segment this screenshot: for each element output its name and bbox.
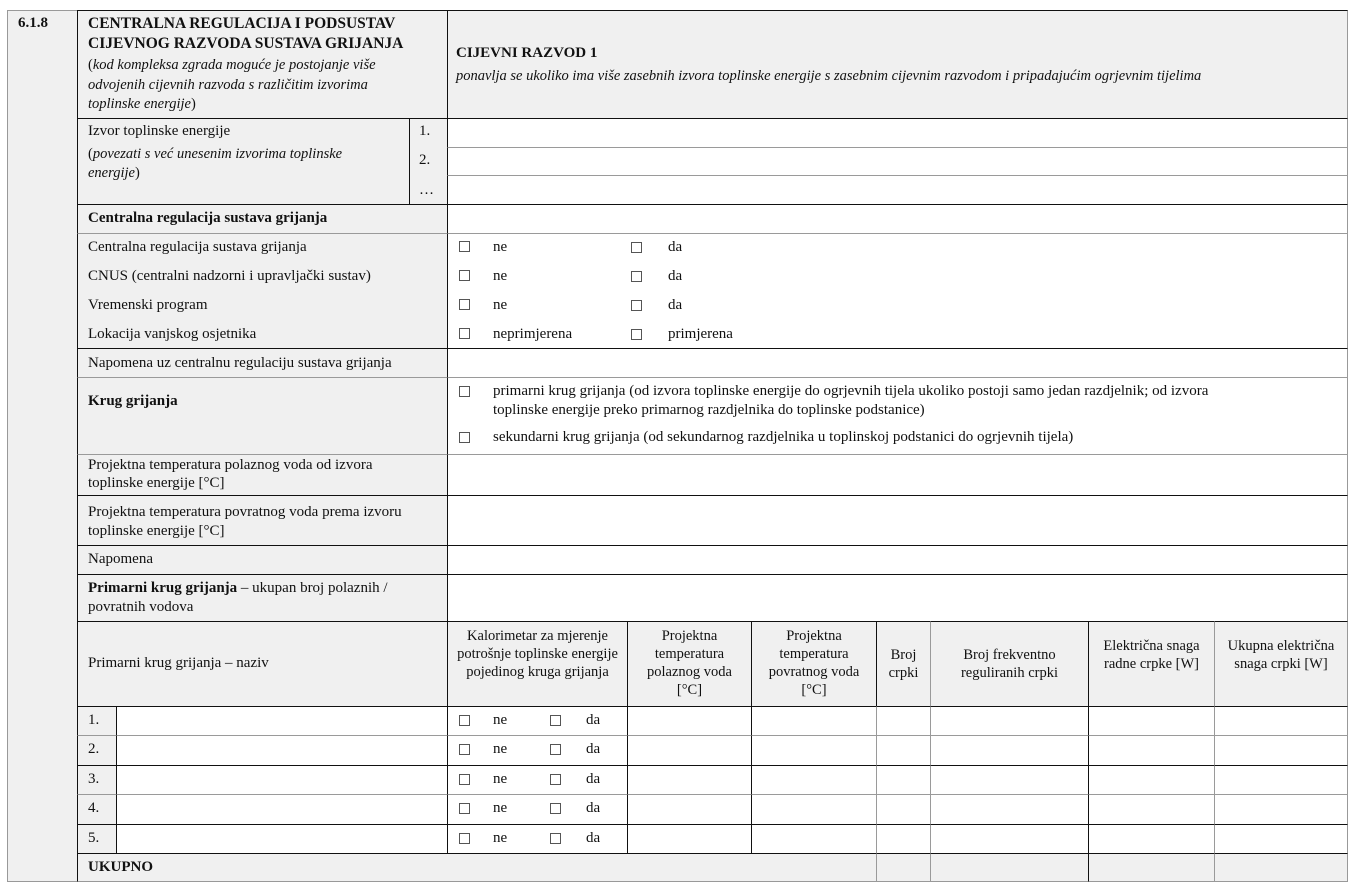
row-pump-power-input[interactable] [1088,794,1214,824]
checkbox-da[interactable] [550,744,561,755]
row-freq-pumps-input[interactable] [930,824,1088,854]
checkbox-ne[interactable] [459,241,470,252]
row-total-power-input[interactable] [1214,765,1348,795]
heat-source-note: (povezati s već unesenim izvorima toplinske [88,146,343,162]
heat-source-index-3: … [419,182,434,198]
circuit-primary-line2: toplinske energije preko primarnog razdjelnika do toplinske podstanice) [493,402,925,418]
section-note-line3: toplinske energije) [88,96,196,112]
option-da-label: da [586,771,601,787]
row-total-power-input[interactable] [1214,824,1348,854]
primary-count-input[interactable] [447,574,1348,621]
total-label: UKUPNO [88,859,153,875]
checkbox-da[interactable] [550,833,561,844]
heat-source-label: Izvor toplinske energije [88,123,231,139]
regulation-label-1: Centralna regulacija sustava grijanja [88,239,307,255]
section-title-line2: CIJEVNOG RAZVODA SUSTAVA GRIJANJA [88,35,404,52]
row-return-temp-input[interactable] [751,735,876,765]
row-supply-temp-input[interactable] [627,824,751,854]
row-return-temp-input[interactable] [751,706,876,736]
row-pump-count-input[interactable] [876,765,930,795]
heat-source-note-2: energije) [88,165,140,181]
option-da-label: da [586,712,601,728]
checkbox-da[interactable] [631,300,642,311]
regulation-options-cell [447,233,1348,348]
napomena-input[interactable] [447,545,1348,574]
checkbox-secondary-circuit[interactable] [459,432,470,443]
heat-source-input-2[interactable] [447,147,1348,175]
regulation-option-row-4: neprimjerena primjerena [459,325,470,344]
option-ne-label: ne [493,800,508,816]
regulation-label-2: CNUS (centralni nadzorni i upravljački sustav) [88,268,371,284]
checkbox-ne[interactable] [459,744,470,755]
regulation-option-row-3: ne da [459,296,470,315]
central-regulation-heading: Centralna regulacija sustava grijanja [88,210,328,226]
row-freq-pumps-input[interactable] [930,794,1088,824]
row-supply-temp-input[interactable] [627,794,751,824]
total-pump-power[interactable] [1088,853,1214,882]
table-header-return-temp: Projektna temperatura povratnog voda [°C] [751,621,876,706]
pipe-header-subtitle: ponavlja se ukoliko ima više zasebnih izvora toplinske energije s zasebnim cijevnim razvodom i pripadajućim ogrjevnim tijelima [456,68,1202,84]
row-index: 4. [88,800,100,816]
option-da-label: da [586,830,601,846]
option-ne-label: ne [493,830,508,846]
checkbox-da[interactable] [550,803,561,814]
table-header-freq-pumps: Broj frekventno reguliranih crpki [930,621,1088,706]
checkbox-da[interactable] [631,242,642,253]
regulation-option-row-2: ne da [459,267,470,286]
row-name-input[interactable] [116,794,447,824]
section-title-line1: CENTRALNA REGULACIJA I PODSUSTAV [88,15,396,32]
row-index: 2. [88,741,100,757]
checkbox-primjerena[interactable] [631,329,642,340]
regulation-note-label: Napomena uz centralnu regulaciju sustava grijanja [88,355,392,371]
supply-temp-input[interactable] [447,454,1348,495]
checkbox-da[interactable] [550,774,561,785]
return-temp-input[interactable] [447,495,1348,545]
section-note: (kod kompleksa zgrada moguće je postojanje više [88,57,376,73]
option-da-label: da [586,800,601,816]
table-header-total-power: Ukupna električna snaga crpki [W] [1214,621,1348,706]
row-freq-pumps-input[interactable] [930,765,1088,795]
regulation-label-3: Vremenski program [88,297,208,313]
row-pump-count-input[interactable] [876,735,930,765]
row-supply-temp-input[interactable] [627,706,751,736]
total-pump-count[interactable] [876,853,930,882]
table-header-pump-count: Broj crpki [876,621,930,706]
row-freq-pumps-input[interactable] [930,735,1088,765]
row-name-input[interactable] [116,824,447,854]
regulation-label-4: Lokacija vanjskog osjetnika [88,326,257,342]
row-total-power-input[interactable] [1214,794,1348,824]
total-label-cell [77,853,876,882]
total-total-power[interactable] [1214,853,1348,882]
section-number: 6.1.8 [18,15,48,31]
checkbox-primary-circuit[interactable] [459,386,470,397]
section-note-line2: odvojenih cijevnih razvoda s različitim izvorima [88,77,368,93]
table-header-pump-power: Električna snaga radne crpke [W] [1088,621,1214,706]
row-return-temp-input[interactable] [751,765,876,795]
row-pump-count-input[interactable] [876,824,930,854]
primary-count-label-line1: Primarni krug grijanja – ukupan broj polaznih / [88,580,388,596]
pipe-header-cell [447,10,1348,118]
checkbox-neprimjerena[interactable] [459,328,470,339]
row-total-power-input[interactable] [1214,706,1348,736]
row-supply-temp-input[interactable] [627,765,751,795]
circuit-label: Krug grijanja [88,393,178,409]
row-pump-count-input[interactable] [876,706,930,736]
circuit-primary-line1: primarni krug grijanja (od izvora toplinske energije do ogrjevnih tijela ukoliko postoji samo jedan razdjelnik; od izvora [493,383,1209,399]
pipe-header-title: CIJEVNI RAZVOD 1 [456,45,598,61]
option-ne-label: ne [493,712,508,728]
checkbox-ne[interactable] [459,833,470,844]
table-name-header: Primarni krug grijanja – naziv [88,655,269,671]
row-pump-power-input[interactable] [1088,765,1214,795]
row-supply-temp-input[interactable] [627,735,751,765]
checkbox-ne[interactable] [459,270,470,281]
regulation-note-input[interactable] [447,348,1348,377]
table-header-calorimeter: Kalorimetar za mjerenje potrošnje toplinske energije pojedinog kruga grijanja [447,621,627,706]
heat-source-index-2: 2. [419,152,431,168]
row-pump-power-input[interactable] [1088,824,1214,854]
row-name-input[interactable] [116,765,447,795]
row-pump-power-input[interactable] [1088,735,1214,765]
row-index: 5. [88,830,100,846]
checkbox-da[interactable] [631,271,642,282]
option-ne-label: ne [493,771,508,787]
supply-temp-label-line1: Projektna temperatura polaznog voda od izvora [88,457,373,473]
checkbox-da[interactable] [550,715,561,726]
checkbox-ne[interactable] [459,774,470,785]
checkbox-ne[interactable] [459,299,470,310]
circuit-label-cell [77,377,447,454]
circuit-secondary: sekundarni krug grijanja (od sekundarnog razdjelnika u toplinskoj podstanici do ogrjevnih tijela) [493,429,1074,445]
checkbox-ne[interactable] [459,803,470,814]
row-return-temp-input[interactable] [751,794,876,824]
row-pump-power-input[interactable] [1088,706,1214,736]
regulation-option-row-1: ne da [459,238,470,257]
checkbox-ne[interactable] [459,715,470,726]
total-freq-pumps[interactable] [930,853,1088,882]
row-pump-count-input[interactable] [876,794,930,824]
return-temp-label-line2: toplinske energije [°C] [88,523,225,539]
central-regulation-heading-value [447,204,1348,233]
primary-count-label-line2: povratnih vodova [88,599,194,615]
section-number-column [7,10,77,882]
table-header-supply-temp: Projektna temperatura polaznog voda [°C] [627,621,751,706]
supply-temp-label-line2: toplinske energije [°C] [88,475,225,491]
row-index: 1. [88,712,100,728]
row-index: 3. [88,771,100,787]
heat-source-input-1[interactable] [447,118,1348,147]
napomena-label: Napomena [88,551,153,567]
return-temp-label-line1: Projektna temperatura povratnog voda prema izvoru [88,504,402,520]
row-name-input[interactable] [116,735,447,765]
row-return-temp-input[interactable] [751,824,876,854]
heat-source-index-1: 1. [419,123,431,139]
row-total-power-input[interactable] [1214,735,1348,765]
option-ne-label: ne [493,741,508,757]
row-freq-pumps-input[interactable] [930,706,1088,736]
heat-source-input-3[interactable] [447,175,1348,204]
option-da-label: da [586,741,601,757]
row-name-input[interactable] [116,706,447,736]
